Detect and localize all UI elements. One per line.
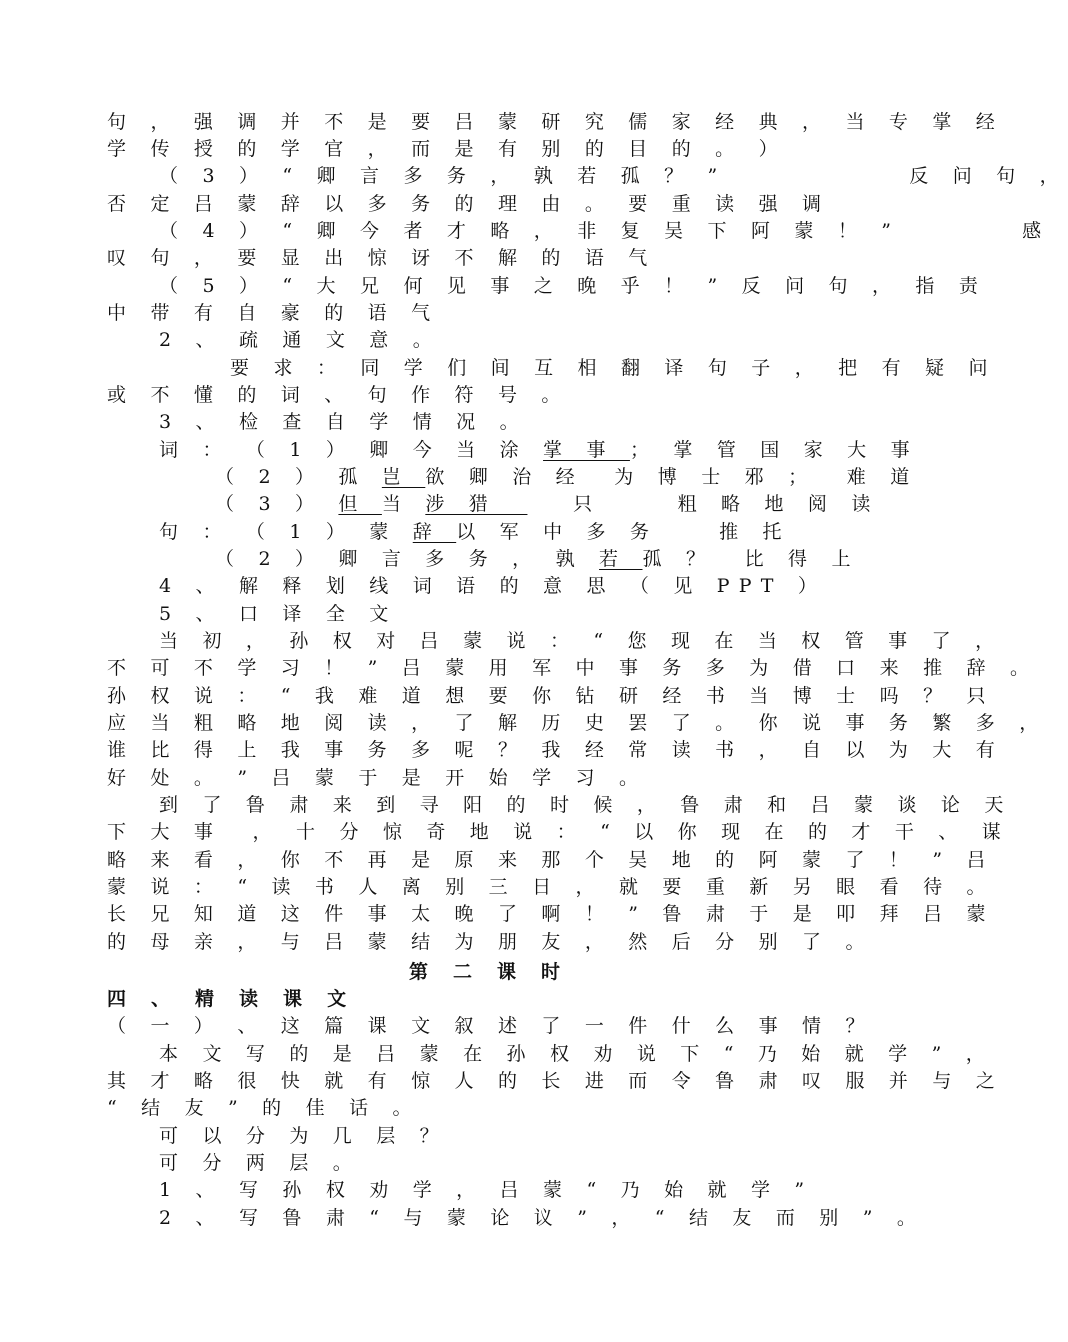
text-line: 中 带 有 自 豪 的 语 气	[107, 302, 440, 324]
vocab-line: （ 2 ） 卿 言 多 务 ， 孰 若 孤 ？ 比 得 上	[215, 548, 860, 570]
text-line: 或 不 懂 的 词 、 句 作 符 号 。	[107, 384, 570, 406]
section-item: 3 、 检 查 自 学 情 况 。	[159, 411, 528, 433]
text-line: 应 当 粗 略 地 阅 读 ， 了 解 历 史 罢 了 。 你 说 事 务 繁 多 ，	[107, 712, 1048, 734]
question-line: （ 一 ） 、 这 篇 课 文 叙 述 了 一 件 什 么 事 情 ？	[107, 1015, 874, 1037]
vocab-line: 词 ： （ 1 ） 卿 今 当 涂 掌 事 ； 掌 管 国 家 大 事	[159, 439, 919, 461]
lesson-heading: 第 二 课 时	[409, 961, 570, 983]
text-line: 可 以 分 为 几 层 ？	[159, 1125, 448, 1147]
text-line: 孙 权 说 ： “ 我 难 道 想 要 你 钻 研 经 书 当 博 士 吗 ？ 只	[107, 685, 995, 707]
section-item: 5 、 口 译 全 文	[159, 603, 398, 625]
underlined-word: 若	[599, 548, 643, 570]
text-line: 其 才 略 很 快 就 有 惊 人 的 长 进 而 令 鲁 肃 叹 服 并 与 之	[107, 1070, 1004, 1092]
section-item: 2 、 疏 通 文 意 。	[159, 329, 441, 351]
text-line: 好 处 。 ” 吕 蒙 于 是 开 始 学 习 。	[107, 767, 648, 789]
vocab-line: （ 3 ） 但 当 涉 猎 只 粗 略 地 阅 读	[215, 493, 880, 515]
text-line: 不 可 不 学 习 ！ ” 吕 蒙 用 军 中 事 务 多 为 借 口 来 推 辞 。	[107, 657, 1039, 679]
text-line: 否 定 吕 蒙 辞 以 多 务 的 理 由 。 要 重 读 强 调	[107, 193, 831, 215]
text-line: 到 了 鲁 肃 来 到 寻 阳 的 时 候 ， 鲁 肃 和 吕 蒙 谈 论 天	[159, 794, 1013, 816]
text-line: 的 母 亲 ， 与 吕 蒙 结 为 朋 友 ， 然 后 分 别 了 。	[107, 931, 874, 953]
section-item: 2 、 写 鲁 肃 “ 与 蒙 论 议 ” ， “ 结 友 而 别 ” 。	[159, 1207, 926, 1229]
text-line: 学 传 授 的 学 官 ， 而 是 有 别 的 目 的 。 ）	[107, 138, 787, 160]
underlined-word: 岂	[381, 466, 426, 488]
text-line: （ 3 ） “ 卿 言 多 务 ， 孰 若 孤 ？ ” 反 问 句 ，	[159, 165, 1068, 187]
text-line: （ 4 ） “ 卿 今 者 才 略 ， 非 复 吴 下 阿 蒙 ！ ” 感	[159, 220, 1051, 242]
underlined-word: 掌 事	[543, 439, 630, 461]
text-line: 句 ， 强 调 并 不 是 要 吕 蒙 研 究 儒 家 经 典 ， 当 专 掌 经	[107, 111, 1004, 133]
section-heading: 四 、 精 读 课 文	[107, 988, 356, 1010]
section-item: 4 、 解 释 划 线 词 语 的 意 思 （ 见 PPT ）	[159, 575, 827, 597]
text-line: 略 来 看 ， 你 不 再 是 原 来 那 个 吴 地 的 阿 蒙 了 ！ ” 吕	[107, 849, 995, 871]
underlined-word: 辞	[412, 521, 457, 543]
text-line: 本 文 写 的 是 吕 蒙 在 孙 权 劝 说 下 “ 乃 始 就 学 ” ，	[159, 1043, 994, 1065]
text-line: 可 分 两 层 。	[159, 1152, 361, 1174]
text-line: 长 兄 知 道 这 件 事 太 晚 了 啊 ！ ” 鲁 肃 于 是 叩 拜 吕 蒙	[107, 903, 995, 925]
vocab-line: 句 ： （ 1 ） 蒙 辞 以 军 中 多 务 推 托	[159, 521, 791, 543]
underlined-word: 但	[338, 493, 382, 515]
text-line: 要 求 ： 同 学 们 间 互 相 翻 译 句 子 ， 把 有 疑 问	[230, 357, 997, 379]
text-line: “ 结 友 ” 的 佳 话 。	[107, 1097, 421, 1119]
text-line: 谁 比 得 上 我 事 务 多 呢 ？ 我 经 常 读 书 ， 自 以 为 大 有	[107, 739, 1004, 761]
text-line: 下 大 事 ， 十 分 惊 奇 地 说 ： “ 以 你 现 在 的 才 干 、 谋	[107, 821, 1010, 843]
text-line: （ 5 ） “ 大 兄 何 见 事 之 晚 乎 ！ ” 反 问 句 ， 指 责	[159, 275, 988, 297]
section-item: 1 、 写 孙 权 劝 学 ， 吕 蒙 “ 乃 始 就 学 ”	[159, 1179, 814, 1201]
text-line: 叹 句 ， 要 显 出 惊 讶 不 解 的 语 气	[107, 247, 657, 269]
vocab-line: （ 2 ） 孤 岂 欲 卿 治 经 为 博 士 邪 ； 难 道	[215, 466, 919, 488]
underlined-word: 涉 猎	[425, 493, 528, 515]
text-line: 蒙 说 ： “ 读 书 人 离 别 三 日 ， 就 要 重 新 另 眼 看 待 。	[107, 876, 995, 898]
text-line: 当 初 ， 孙 权 对 吕 蒙 说 ： “ 您 现 在 当 权 管 事 了 ，	[159, 630, 1004, 652]
